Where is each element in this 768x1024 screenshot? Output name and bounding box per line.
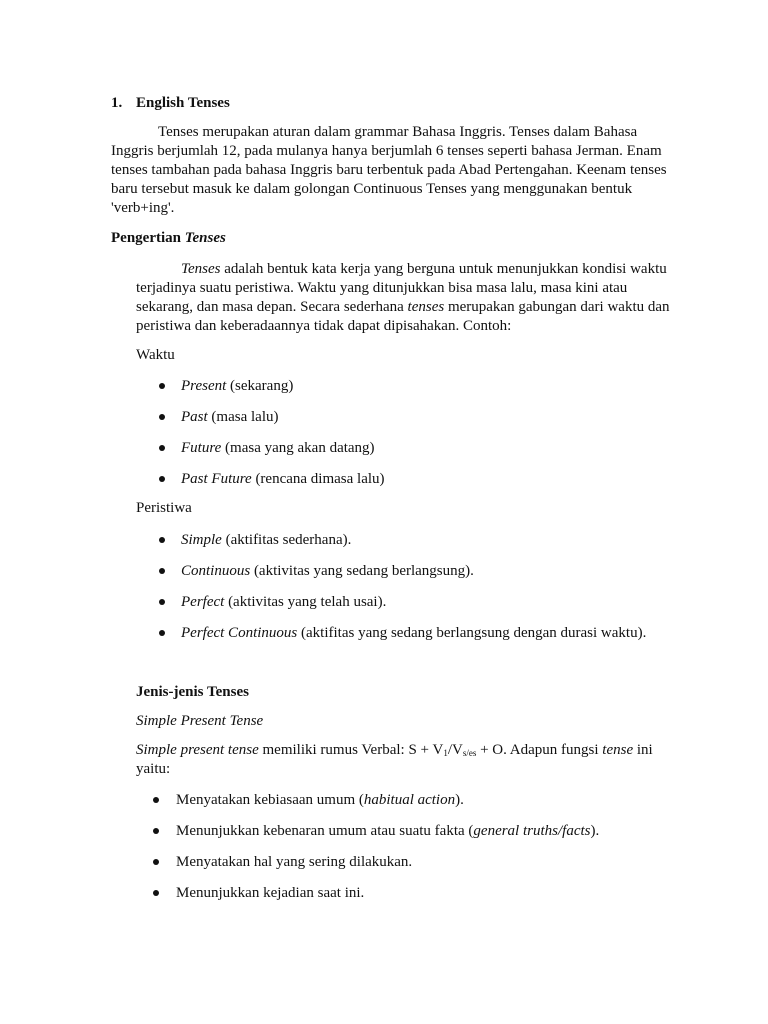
formula-text-c: + O. Adapun fungsi (476, 742, 603, 758)
waktu-item (181, 377, 293, 396)
bullet-icon (153, 859, 159, 865)
waktu-desc: (masa lalu) (207, 409, 279, 425)
term-tenses: Tenses (181, 261, 221, 277)
fungsi-text: Menunjukkan kebenaran umum atau suatu fakta ( (176, 823, 474, 839)
pengertian-heading-italic: Tenses (184, 230, 226, 246)
pengertian-line-1 (181, 260, 667, 279)
formula-text-d: ini (633, 742, 653, 758)
fungsi-item (176, 822, 599, 841)
waktu-desc: (sekarang) (226, 378, 294, 394)
intro-line-4: baru tersebut masuk ke dalam golongan Continuous Tenses yang menggunakan bentuk (111, 181, 633, 197)
peristiwa-item (181, 531, 351, 550)
pengertian-heading-plain: Pengertian (111, 230, 185, 246)
peristiwa-desc: (aktivitas yang telah usai). (224, 594, 387, 610)
waktu-item (181, 408, 278, 427)
jenis-subheading: Simple Present Tense (136, 713, 264, 729)
formula-line-2: yaitu: (136, 761, 171, 777)
intro-line-2: Inggris berjumlah 12, pada mulanya hanya berjumlah 6 tenses seperti bahasa Jerman. Enam (111, 143, 662, 159)
fungsi-text: Menunjukkan kejadian saat ini. (176, 885, 365, 901)
fungsi-item (176, 884, 364, 903)
peristiwa-item (181, 593, 386, 612)
waktu-desc: (masa yang akan datang) (221, 440, 375, 456)
fungsi-item (176, 853, 412, 872)
formula-sub-1: 1 (443, 748, 448, 758)
waktu-desc: (rencana dimasa lalu) (251, 471, 385, 487)
intro-line-1: Tenses merupakan aturan dalam grammar Bahasa Inggris. Tenses dalam Bahasa (158, 124, 638, 140)
bullet-icon (153, 828, 159, 834)
section-number: 1. (111, 95, 123, 111)
peristiwa-desc: (aktivitas yang sedang berlangsung). (250, 563, 474, 579)
bullet-icon (159, 445, 165, 451)
pengertian-line-3b: merupakan gabungan dari waktu dan (444, 299, 670, 315)
peristiwa-term: Continuous (181, 563, 251, 579)
waktu-term: Present (181, 378, 227, 394)
bullet-icon (159, 476, 165, 482)
peristiwa-label: Peristiwa (136, 500, 192, 516)
bullet-icon (159, 537, 165, 543)
intro-line-5: 'verb+ing'. (111, 200, 175, 216)
fungsi-text-end: ). (590, 823, 600, 839)
fungsi-item (176, 791, 464, 810)
formula-sub-2: s/es (462, 748, 477, 758)
fungsi-italic: habitual action (363, 792, 456, 808)
waktu-term: Future (181, 440, 222, 456)
formula-text-b: /V (447, 742, 463, 758)
bullet-icon (159, 383, 165, 389)
peristiwa-desc: (aktifitas yang sedang berlangsung dengan durasi waktu). (297, 625, 647, 641)
formula-term-tense: tense (602, 742, 634, 758)
fungsi-text: Menyatakan kebiasaan umum ( (176, 792, 364, 808)
fungsi-italic: general truths/facts (473, 823, 591, 839)
formula-text-a: memiliki rumus Verbal: S + V (258, 742, 444, 758)
jenis-heading: Jenis-jenis Tenses (136, 684, 249, 700)
peristiwa-item (181, 624, 646, 643)
pengertian-line-3a: sekarang, dan masa depan. Secara sederhana (136, 299, 408, 315)
bullet-icon (159, 599, 165, 605)
bullet-icon (159, 414, 165, 420)
waktu-label: Waktu (136, 347, 175, 363)
bullet-icon (159, 568, 165, 574)
pengertian-line-2: terjadinya suatu peristiwa. Waktu yang ditunjukkan bisa masa lalu, masa kini atau (136, 280, 628, 296)
pengertian-line-3 (136, 298, 670, 317)
pengertian-heading (111, 229, 226, 248)
formula-line-1 (136, 741, 653, 760)
waktu-item (181, 439, 375, 458)
waktu-item (181, 470, 385, 489)
peristiwa-item (181, 562, 474, 581)
fungsi-text: Menyatakan hal yang sering dilakukan. (176, 854, 413, 870)
bullet-icon (153, 890, 159, 896)
intro-line-3: tenses tambahan pada bahasa Inggris baru terbentuk pada Abad Pertengahan. Keenam tenses (111, 162, 667, 178)
bullet-icon (153, 797, 159, 803)
peristiwa-term: Simple (181, 532, 222, 548)
peristiwa-desc: (aktifitas sederhana). (221, 532, 352, 548)
waktu-term: Past (181, 409, 208, 425)
fungsi-text-end: ). (455, 792, 464, 808)
pengertian-line-1-text: adalah bentuk kata kerja yang berguna untuk menunjukkan kondisi waktu (220, 261, 667, 277)
term-tenses-inline: tenses (407, 299, 445, 315)
formula-term: Simple present tense (136, 742, 259, 758)
waktu-term: Past Future (181, 471, 252, 487)
pengertian-line-4: peristiwa dan keberadaannya tidak dapat dipisahakan. Contoh: (136, 318, 512, 334)
peristiwa-term: Perfect Continuous (181, 625, 298, 641)
peristiwa-term: Perfect (181, 594, 225, 610)
bullet-icon (159, 630, 165, 636)
section-title: English Tenses (136, 95, 230, 111)
